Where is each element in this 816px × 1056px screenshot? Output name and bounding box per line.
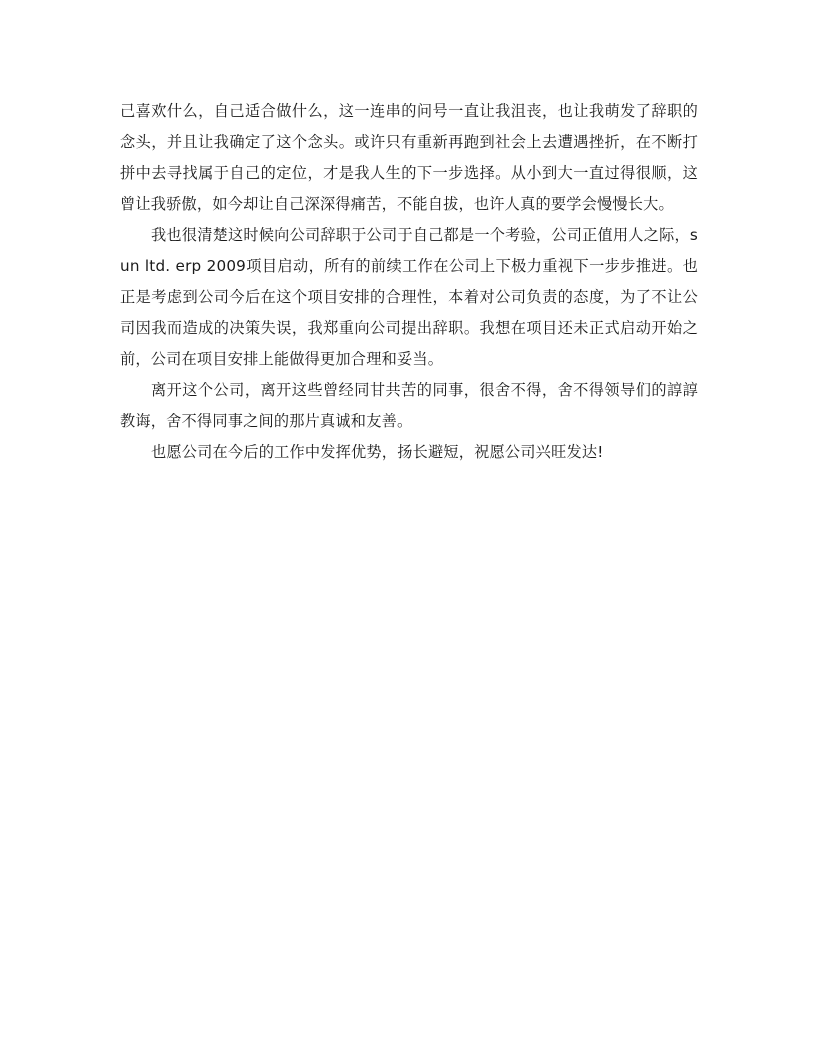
paragraph-2: 我也很清楚这时候向公司辞职于公司于自己都是一个考验，公司正值用人之际，sun ltd. erp 2009项目启动，所有的前续工作在公司上下极力重视下一步步推进。也正是考虑到公司今后在这个项目安排的合理性，本着对公司负责的态度，为了不让公司因我而造成的决策失误，我郑重向公司提出辞职。我想在项目还未正式启动开始之前，公司在项目安排上能做得更加合理和妥当。 bbox=[120, 226, 698, 368]
paragraph-1: 己喜欢什么，自己适合做什么，这一连串的问号一直让我沮丧，也让我萌发了辞职的念头，并且让我确定了这个念头。或许只有重新再跑到社会上去遭遇挫折，在不断打拼中去寻找属于自己的定位，才是我人生的下一步选择。从小到大一直过得很顺，这曾让我骄傲，如今却让自己深深得痛苦，不能自拔，也许人真的要学会慢慢长大。 bbox=[120, 102, 698, 213]
letter-body bbox=[120, 96, 698, 468]
paragraph-4: 也愿公司在今后的工作中发挥优势，扬长避短，祝愿公司兴旺发达! bbox=[151, 443, 604, 461]
paragraph-3: 离开这个公司，离开这些曾经同甘共苦的同事，很舍不得，舍不得领导们的諄諄教诲，舍不得同事之间的那片真诚和友善。 bbox=[120, 381, 698, 430]
